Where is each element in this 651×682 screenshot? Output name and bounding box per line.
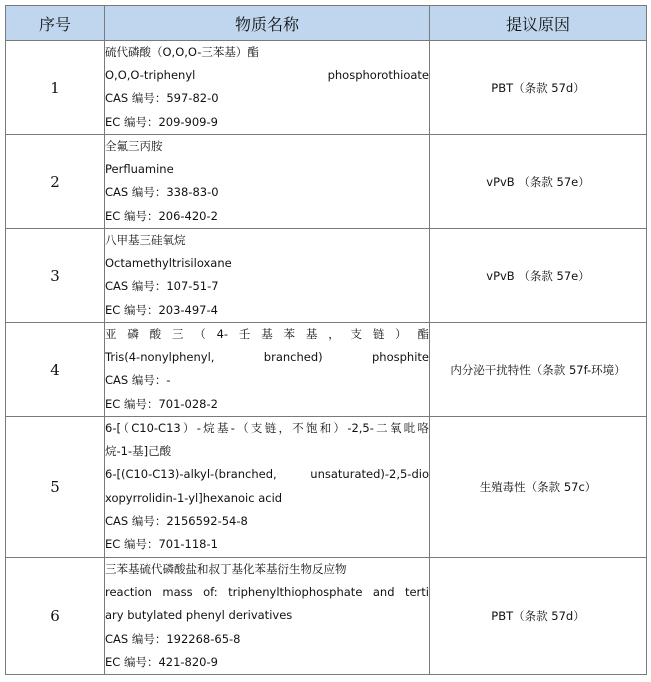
name-line: 烷-1-基]己酸: [105, 444, 172, 459]
reason-cell: PBT（条款 57d）: [430, 41, 647, 135]
substance-name-cell: [105, 323, 430, 417]
table-row: [6, 558, 647, 675]
reason-cell: vPvB （条款 57e）: [430, 229, 647, 323]
name-line: 三苯基硫代磷酸盐和叔丁基化苯基衍生物反应物: [105, 562, 347, 576]
substance-name-cell: [105, 135, 430, 229]
name-line: reaction mass of: triphenylthiophosphate and terti: [105, 585, 429, 600]
name-line: ary butylated phenyl derivatives: [105, 608, 293, 623]
name-line: 八甲基三硅氧烷: [105, 233, 186, 247]
substance-name-cell: [105, 41, 430, 135]
name-line: 亚磷酸三（4-壬基苯基，支链）酯: [105, 327, 429, 341]
name-line: Octamethyltrisiloxane: [105, 256, 232, 271]
reason-cell: PBT（条款 57d）: [430, 558, 647, 675]
row-number: 3: [6, 229, 105, 323]
table-row: [6, 323, 647, 417]
ec-number: EC 编号：203-497-4: [105, 302, 218, 317]
name-line: 硫代磷酸（O,O,O-三苯基）酯: [105, 45, 259, 59]
reason-cell: 生殖毒性（条款 57c）: [430, 417, 647, 558]
reason-cell: vPvB （条款 57e）: [430, 135, 647, 229]
name-line: 全氟三丙胺: [105, 139, 163, 153]
cas-number: CAS 编号：107-51-7: [105, 279, 219, 294]
name-line: Tris(4-nonylphenyl, branched) phosphite: [105, 350, 429, 365]
ec-number: EC 编号：701-118-1: [105, 537, 218, 552]
table-row: [6, 417, 647, 558]
ec-number: EC 编号：209-909-9: [105, 114, 218, 129]
row-number: 1: [6, 41, 105, 135]
ec-number: EC 编号：206-420-2: [105, 208, 218, 223]
table-row: [6, 41, 647, 135]
name-line: 6-[(C10-C13)-alkyl-(branched, unsaturated)-2,5-dio: [105, 467, 429, 482]
name-line: O,O,O-triphenyl phosphorothioate: [105, 68, 429, 83]
cas-number: CAS 编号：192268-65-8: [105, 631, 241, 646]
cas-number: CAS 编号：-: [105, 373, 171, 388]
row-number: 2: [6, 135, 105, 229]
ec-number: EC 编号：421-820-9: [105, 654, 218, 669]
name-line: 6-[（C10-C13）-烷基-（支链，不饱和）-2,5-二氧吡咯: [105, 421, 429, 435]
substance-table: [5, 5, 647, 675]
row-number: 6: [6, 558, 105, 675]
header-substance-name: 物质名称: [105, 6, 430, 41]
name-line: xopyrrolidin-1-yl]hexanoic acid: [105, 490, 283, 505]
row-number: 5: [6, 417, 105, 558]
row-number: 4: [6, 323, 105, 417]
cas-number: CAS 编号：338-83-0: [105, 185, 219, 200]
table-row: [6, 135, 647, 229]
cas-number: CAS 编号：597-82-0: [105, 91, 219, 106]
header-proposal-reason: 提议原因: [430, 6, 647, 41]
reason-cell: 内分泌干扰特性（条款 57f-环境）: [430, 323, 647, 417]
name-line: Perfluamine: [105, 162, 174, 177]
cas-number: CAS 编号：2156592-54-8: [105, 513, 248, 528]
table-row: [6, 229, 647, 323]
substance-name-cell: [105, 417, 430, 558]
header-serial-number: 序号: [6, 6, 105, 41]
header-row: [6, 6, 647, 41]
substance-name-cell: [105, 558, 430, 675]
ec-number: EC 编号：701-028-2: [105, 396, 218, 411]
substance-name-cell: [105, 229, 430, 323]
